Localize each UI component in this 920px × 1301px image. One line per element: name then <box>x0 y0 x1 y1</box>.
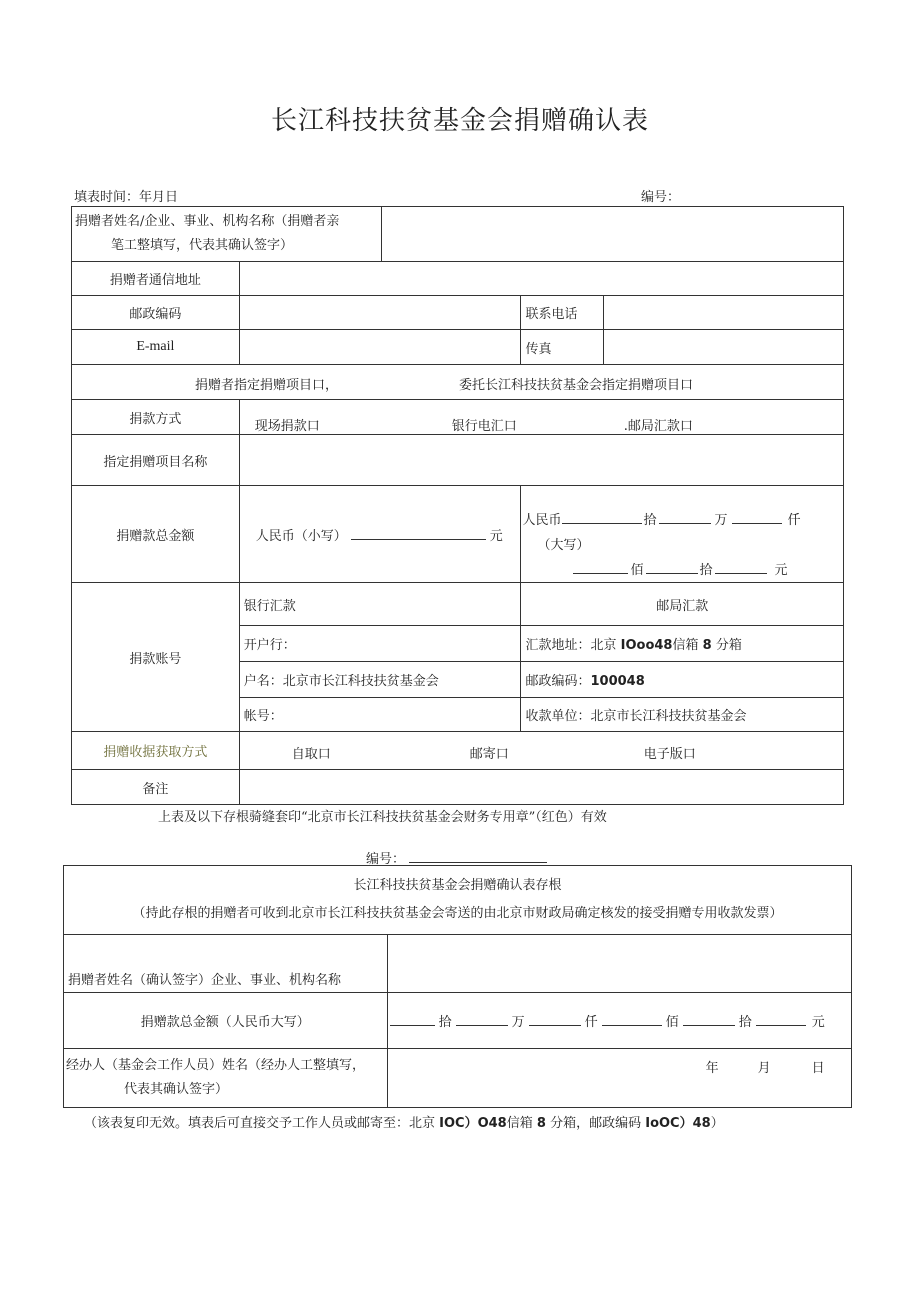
stub-bai-unit: 佰 <box>665 1015 679 1030</box>
stub-blank-3[interactable] <box>529 1013 581 1026</box>
stub-donor-label: 捐赠者姓名（确认签字）企业、事业、机构名称 <box>64 935 388 993</box>
stub-shi-unit-2: 拾 <box>738 1015 752 1030</box>
shi-unit-2: 拾 <box>699 563 713 578</box>
post-address: 汇款地址：北京 IOoo48信箱 8 分箱 <box>521 626 844 662</box>
pay-bank-checkbox[interactable]: 银行电汇口 <box>451 419 517 434</box>
designate-row <box>72 365 844 400</box>
email-label: E-mail <box>72 330 240 365</box>
stub-blank-6[interactable] <box>756 1013 806 1026</box>
pay-onsite-checkbox[interactable]: 现场捐款口 <box>254 419 320 434</box>
qian-unit: 仟 <box>787 513 801 528</box>
stub-blank-1[interactable] <box>390 1013 435 1026</box>
bank-transfer-label: 银行汇款 <box>239 583 521 626</box>
post-transfer-label: 邮局汇款 <box>521 583 844 626</box>
payment-method-options <box>239 400 843 435</box>
donation-form-table <box>71 206 844 805</box>
stub-wan-unit: 万 <box>511 1015 525 1030</box>
project-name-field[interactable] <box>239 435 843 486</box>
amount-small-field[interactable] <box>239 486 521 583</box>
stub-handler-label: 经办人（基金会工作人员）姓名（经办人工整填写， 代表其确认签字） <box>64 1049 388 1108</box>
pay-post-checkbox[interactable]: .邮局汇款口 <box>623 419 693 434</box>
stub-total-field[interactable] <box>387 993 851 1049</box>
stub-qian-unit: 仟 <box>584 1015 598 1030</box>
designate-option-donor[interactable]: 捐赠者指定捐赠项目口， <box>195 378 339 393</box>
address-field[interactable] <box>239 262 843 296</box>
rmb-big-prefix: 人民币 <box>522 513 562 528</box>
postcode-field[interactable] <box>239 296 521 330</box>
phone-label: 联系电话 <box>521 296 604 330</box>
payment-method-label: 捐款方式 <box>72 400 240 435</box>
stub-subtitle: （持此存根的捐赠者可收到北京市长江科技扶贫基金会寄送的由北京市财政局确定核发的接受捐赠专用收款发票） <box>132 906 783 921</box>
stub-table <box>63 865 852 1108</box>
account-number: 帐号： <box>239 698 521 732</box>
stub-header <box>64 866 852 935</box>
donor-name-field[interactable] <box>381 207 843 262</box>
shi-unit: 拾 <box>643 513 657 528</box>
stub-donor-field[interactable] <box>387 935 851 993</box>
designate-option-foundation[interactable]: 委托长江科技扶贫基金会指定捐赠项目口 <box>459 378 694 393</box>
stub-day: 日 <box>811 1061 825 1076</box>
blank-shi[interactable] <box>646 561 698 574</box>
postcode-label: 邮政编码 <box>72 296 240 330</box>
fill-time: 填表时间：年月日 <box>74 190 179 205</box>
stub-total-label: 捐赠款总金额（人民币大写） <box>64 993 388 1049</box>
stub-serial: 编号： <box>366 848 547 867</box>
rmb-small-prefix: 人民币（小写） <box>255 528 347 544</box>
stub-yuan-unit: 元 <box>811 1015 825 1030</box>
blank-qian[interactable] <box>732 511 782 524</box>
receipt-method-label: 捐赠收据获取方式 <box>72 732 240 770</box>
stub-blank-4[interactable] <box>602 1013 662 1026</box>
stub-blank-2[interactable] <box>456 1013 508 1026</box>
yuan-unit-2: 元 <box>774 563 788 578</box>
account-holder: 户名：北京市长江科技扶贫基金会 <box>239 662 521 698</box>
stub-blank-5[interactable] <box>683 1013 735 1026</box>
amount-small-blank[interactable] <box>351 527 486 540</box>
stub-shi-unit: 拾 <box>438 1015 452 1030</box>
bank-opening: 开户行： <box>239 626 521 662</box>
blank-yuan[interactable] <box>715 561 767 574</box>
stub-month: 月 <box>757 1061 771 1076</box>
seal-note: 上表及以下存根骑缝套印“北京市长江科技扶贫基金会财务专用章”（红色）有效 <box>158 810 607 825</box>
receipt-self-checkbox[interactable]: 自取口 <box>291 747 331 762</box>
receipt-mail-checkbox[interactable]: 邮寄口 <box>469 747 509 762</box>
footer-note: （该表复印无效。填表后可直接交予工作人员或邮寄至：北京 IOC）O48信箱 8 分箱，邮政编码 IoOC）48） <box>84 1116 724 1131</box>
address-label: 捐赠者通信地址 <box>72 262 240 296</box>
stub-serial-blank[interactable] <box>409 850 547 863</box>
remark-field[interactable] <box>239 770 843 805</box>
blank-wan[interactable] <box>659 511 711 524</box>
email-field[interactable] <box>239 330 521 365</box>
receiver: 收款单位：北京市长江科技扶贫基金会 <box>521 698 844 732</box>
fax-field[interactable] <box>604 330 844 365</box>
wan-unit: 万 <box>714 513 728 528</box>
receipt-electronic-checkbox[interactable]: 电子版口 <box>643 747 696 762</box>
total-amount-label: 捐赠款总金额 <box>72 486 240 583</box>
donor-name-label: 捐赠者姓名/企业、事业、机构名称（捐赠者亲 笔工整填写，代表其确认签字） <box>72 207 382 262</box>
account-label: 捐款账号 <box>72 583 240 732</box>
amount-big-field[interactable] <box>521 486 844 583</box>
blank-shiwan[interactable] <box>562 511 642 524</box>
stub-year: 年 <box>705 1061 719 1076</box>
blank-bai[interactable] <box>573 561 628 574</box>
fax-label: 传真 <box>521 330 604 365</box>
post-postcode: 邮政编码：100048 <box>521 662 844 698</box>
project-name-label: 指定捐赠项目名称 <box>72 435 240 486</box>
big-note: （大写） <box>537 538 590 553</box>
stub-title: 长江科技扶贫基金会捐赠确认表存根 <box>353 878 562 893</box>
remark-label: 备注 <box>72 770 240 805</box>
bai-unit: 佰 <box>630 563 644 578</box>
phone-field[interactable] <box>604 296 844 330</box>
serial-label: 编号： <box>641 190 681 205</box>
page-title: 长江科技扶贫基金会捐赠确认表 <box>270 106 649 136</box>
stub-date-field[interactable] <box>387 1049 851 1108</box>
yuan-unit: 元 <box>489 528 503 544</box>
receipt-method-options <box>239 732 843 770</box>
